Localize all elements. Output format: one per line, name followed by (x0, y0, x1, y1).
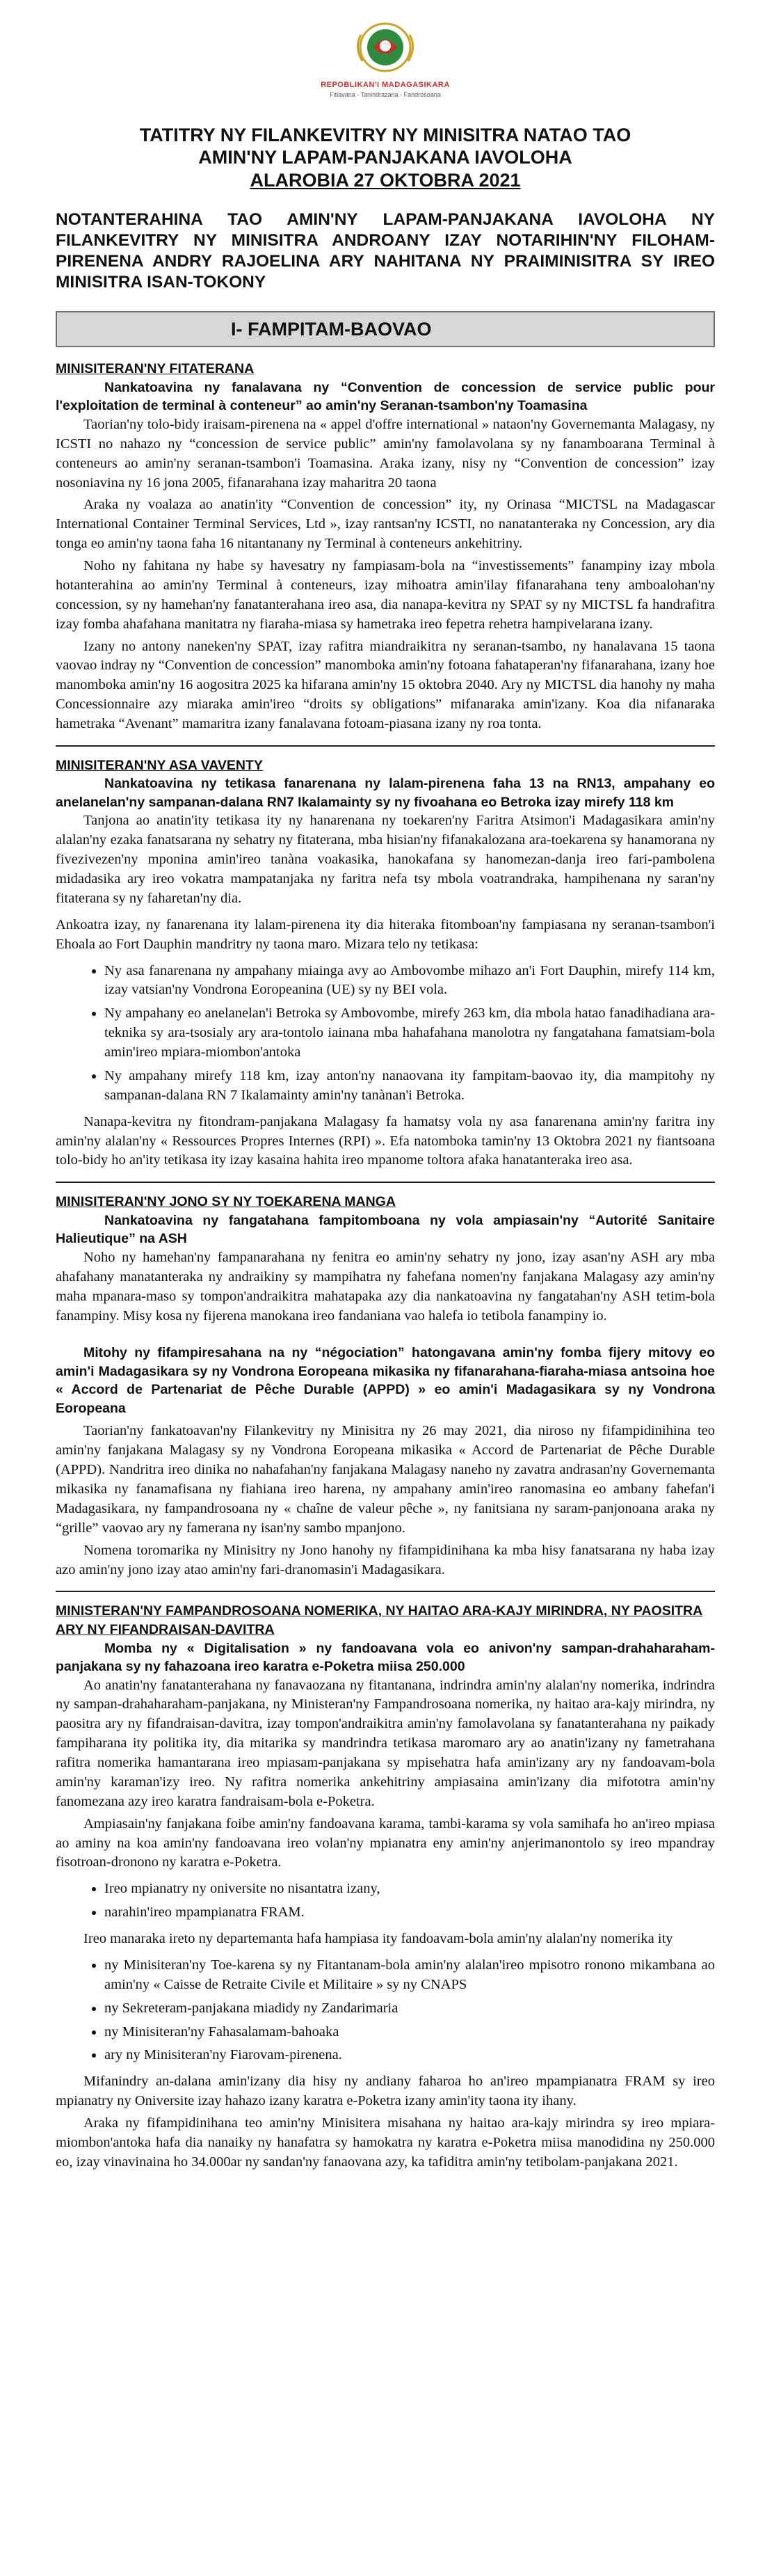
ministry-lead: Nankatoavina ny fanalavana ny “Convention de concession de service public pour l'exploitation de terminal à conteneur” ao amin'ny Seranan-tsambon'ny Toamasina (56, 379, 715, 414)
list-item: • ny Minisiteran'ny Fahasalamam-bahoaka (104, 2023, 715, 2042)
paragraph: Taorian'ny tolo-bidy iraisam-pirenena na « appel d'offre international » nataon'ny Governemanta Malagasy, ny ICSTI no nahazo ny “concession de service public” amin'ny famolavolana sy ny fanamboarana Terminal à conteneurs ao amin'ny seranan-tsambon'i Toamasina. Araka izany, nisy ny “Convention de concession” izay nosoniavina ny 16 jona 2005, fifanarahana izay maharitra 20 taona (56, 416, 715, 491)
paragraph: Noho ny hamehan'ny fampanarahana ny fenitra eo amin'ny sehatry ny jono, izay asan'ny ASH ary mba ahafahany manatanteraka ny andraikiny sy mampihatra ny fahefana nomen'ny fanjakana Malagasy azy amin'ny maha mpanara-maso sy tompon'andraikitra mahatapaka azy dia nankatoavina ny fangatahan'ny ASH tetim-bola fanampiny. Misy kosa ny fijerena manokana ireo fandaniana vao halefa io tetibola fanampiny io. (56, 1249, 715, 1323)
document-title (56, 124, 715, 191)
ministry-block-digital (56, 1591, 715, 2172)
document-subtitle: NOTANTERAHINA TAO AMIN'NY LAPAM-PANJAKANA IAVOLOHA NY FILANKEVITRY NY MINISITRA ANDROANY IZAY NOTARIHIN'NY FILOHAM-PIRENENA ANDRY RAJOELINA ARY NAHITANA NY PRAIMINISITRA SY IREO MINISITRA ISAN-TOKONY (56, 210, 715, 292)
ministry-block-transport (56, 360, 715, 734)
header (56, 19, 715, 109)
ministry-name: MINISITERAN'NY JONO SY NY TOEKARENA MANGA (56, 1194, 396, 1210)
paragraph: Mifanindry an-dalana amin'izany dia hisy ny andiany faharoa ho an'ireo mpampianatra FRAM sy ireo mpianatry ny Oniversite izay hahazo izany karatra e-Poketra izany amin'ity taona ity ihany. (56, 2074, 715, 2109)
republic-seal-logo (347, 19, 424, 77)
ministry-block-fisheries (56, 1182, 715, 1580)
republic-motto: Fitiavana - Tanindrazana - Fandrosoana (330, 90, 441, 98)
list-item: • ny Sekreteram-panjakana miadidy ny Zandarimaria (104, 1999, 715, 2019)
paragraph: Nanapa-kevitra ny fitondram-panjakana Malagasy fa hamatsy vola ny asa fanarenana amin'ny faritra iny amin'ny alalan'ny « Ressources Propres Internes (RPI) ». Efa natomboka tamin'ny 13 Oktobra 2021 ny fiantsoana tolo-bidy ho an'ity tetikasa ity izay kasaina hahita ireo mpanome toltora afaka hanatanteraka ireo asa. (56, 1113, 715, 1168)
ministry-lead: Nankatoavina ny tetikasa fanarenana ny lalam-pirenena faha 13 na RN13, ampahany eo anelanelan'ny sampanan-dalana RN7 Ikalamainty sy ny fivoahana eo Betroka izay mirefy 118 km (56, 776, 715, 810)
paragraph: Izany no antony naneken'ny SPAT, izay rafitra miandraikitra ny seranan-tsambo, ny hanalavana 15 taona vaovao indray ny “Convention de concession” manomboka amin'ny fotoana fahataperan'ny fifanarahana, izany hoe manomboka amin'ny 16 aogositra 2025 ka hifarana amin'ny 15 oktobra 2040. Ary ny MICTSL dia hanohy ny maha Concessionnaire azy miaraka amin'ireo “droits sy obligations” mifanaraka amin'izany. Koa dia nifanaraka hametraka “Avenant” mamaritra izany fanalavana fotoam-piasana izany ny roa tonta. (56, 638, 715, 732)
paragraph: Araka ny fifampidinihana teo amin'ny Minisitera misahana ny haitao ara-kajy mirindra sy ireo mpiara-miombon'antoka hafa dia nanaiky ny hanafatra sy hamokatra ny karatra e-Poketra miisa manodidina ny 250.000 eo, izay vinavinaina ho 34.000ar ny sandan'ny fanaovana azy, ka tafiditra amin'ny tetibolam-panjakana 2021. (56, 2115, 715, 2170)
ministry-lead: Nankatoavina ny fangatahana fampitomboana ny vola ampiasain'ny “Autorité Sanitaire Halieutique” na ASH (56, 1212, 715, 1247)
paragraph: Ampiasain'ny fanjakana foibe amin'ny fandoavana karama, tambi-karama sy vola samihafa ho an'ireo mpiasa ao aminy na koa amin'ny fandoavana ireo volan'ny mpianatra eny amin'ny anjerimanontolo sy ireo mpandray fisotroan-dronono ny karatra e-Poketra. (56, 1815, 715, 1870)
title-line-3: ALAROBIA 27 OKTOBRA 2021 (250, 169, 521, 191)
paragraph: Tanjona ao anatin'ity tetikasa ity ny hanarenana ny toekaren'ny Faritra Atsimon'i Madagasikara amin'ny alalan'ny ezaka fanatsarana ny sehatry ny fitaterana, mba hisian'ny fifanakalozana ara-toekarena sy hanamorana ny fivezivezen'ny mponina amin'ireo tanàna voakasika, hanokafana sy hanomezan-danja ireo fari-pambolena midadasika ary ireo vokatra mampatanjaka ny faritra nefa tsy mbola voatrandraka, hampihenana ny saran'ny fitaterana sy ny faharetan'ny dia. (56, 813, 715, 906)
title-line-1: TATITRY NY FILANKEVITRY NY MINISITRA NATAO TAO (139, 125, 631, 145)
paragraph: Noho ny fahitana ny habe sy havesatry ny fampiasam-bola na “investissements” fanampiny izay mbola hotanterahina ao amin'ny Terminal à conteneurs, izay mihoatra amin'ilay fifanarahana teny amboalohan'ny concession, sy ny hamehan'ny fanatanterahana ireo asa, dia nanapa-kevitra ny SPAT sy ny MICTSL fa handrafitra izay fomba ahafahana manitatra ny fiaraha-miasa sy hametraka ireo fepetra rehetra hampivelarana izany. (56, 558, 715, 632)
list-item: • ny Minisiteran'ny Toe-karena sy ny Fitantanam-bola amin'ny alalan'ireo mpisotro ronono mikambana ao amin'ny « Caisse de Retraite Civile et Militaire » sy ny CNAPS (104, 1956, 715, 1995)
section-header (56, 311, 715, 348)
list-item: • narahin'ireo mpampianatra FRAM. (104, 1903, 715, 1923)
title-line-2: AMIN'NY LAPAM-PANJAKANA IAVOLOHA (198, 147, 572, 168)
paragraph: Taorian'ny fankatoavan'ny Filankevitry ny Minisitra ny 26 may 2021, dia niroso ny fifampidinihina teo amin'ny fanjakana Malagasy sy ny Vondrona Eoropeana mikasika « Accord de Partenariat de Pêche Durable (APPD). Nandritra ireo dinika no nahafahan'ny fanjakana Malagasy naneho ny zavatra andrasan'ny Governemanta mikasika ny fanamafisana ny fiahiana ireo harena, ny ampahany amin'ireo ranomasina eo ambany fahefan'i Madagasikara, ny fampandrosoana ny « chaîne de valeur pêche », ny fanitsiana ny saram-panjonoana araka ny “grille” vaovao ary ny famerana ny isan'ny sambo mpanjono. (56, 1423, 715, 1536)
paragraph: Ao anatin'ny fanatanterahana ny fanavaozana ny fitantanana, indrindra amin'ny alalan'ny nomerika, indrindra ny sampan-drahaharaham-panjakana, ny Ministeran'ny Fampandrosoana nomerika, ny haitao ara-kajy mirindra, ny paositra ary ny fifandraisan-davitra, izay tompon'andraikitra amin'ny famolavolana sy fanatanterahana ny paikady fampiharana ity politika ity, dia mitarika sy mandrindra tetikasa maromaro ary ao anatin'izany ny fametrahana rafitra nomerika hamantarana ireo mpiasam-panjakana sy mpisehatra hafa amin'izany ary ny fandoavam-bola amin'ny karaman'izy ireo. Ny rafitra nomerika ankehitriny ampiasaina amin'izany dia mifototra amin'ny fanomezana azy ireo karatra fandraisam-bola e-Poketra. (56, 1677, 715, 1809)
paragraph: Ankoatra izay, ny fanarenana ity lalam-pirenena ity dia hiteraka fitomboan'ny fampiasana ny seranan-tsambon'i Ehoala ao Fort Dauphin mandritry ny taona maro. Mizara telo ny tetikasa: (56, 916, 715, 952)
paragraph: Ireo manaraka ireto ny departemanta hafa hampiasa ity fandoavam-bola amin'ny alalan'ny nomerika ity (83, 1931, 673, 1947)
paragraph: Nomena toromarika ny Minisitry ny Jono hanohy ny fifampidinihana ka mba hisy fanatsarana ny haba izay azo amin'ny jono izay atao amin'ny fari-dranomasin'i Madagasikara. (56, 1542, 715, 1577)
list-item: • ary ny Minisiteran'ny Fiarovam-pirenena. (104, 2046, 715, 2065)
republic-name: REPOBLIKAN'I MADAGASIKARA (321, 80, 450, 89)
section-label: I- FAMPITAM-BAOVAO (231, 318, 432, 340)
ministry-name: MINISITERAN'NY FITATERANA (56, 361, 255, 377)
ministry-block-public-works (56, 745, 715, 1170)
bullet-list (56, 1879, 715, 1923)
bullet-list (56, 962, 715, 1106)
list-item: • Ireo mpianatry ny oniversite no nisantatra izany, (104, 1879, 715, 1899)
ministry-name: MINISTERAN'NY FAMPANDROSOANA NOMERIKA, NY HAITAO ARA-KAJY MIRINDRA, NY PAOSITRA ARY NY FIFANDRAISAN-DAVITRA (56, 1603, 703, 1637)
ministry-lead-secondary: Mitohy ny fifampiresahana na ny “négociation” hatongavana amin'ny fomba fijery mitovy eo amin'i Madagasikara sy ny Vondrona Eoropeana mikasika ny fifanarahana-fiaraha-miasa antsoina hoe « Accord de Partenariat de Pêche Durable (APPD) » eo amin'i Madagasikara sy ny Vondrona Eoropeana (56, 1345, 715, 1416)
ministry-name: MINISITERAN'NY ASA VAVENTY (56, 757, 263, 773)
ministry-lead: Momba ny « Digitalisation » ny fandoavana vola eo anivon'ny sampan-drahaharaham-panjakana sy ny fahazoana ireo karatra e-Poketra miisa 250.000 (56, 1640, 715, 1675)
paragraph: Araka ny voalaza ao anatin'ity “Convention de concession” ity, ny Orinasa “MICTSL na Madagascar International Container Terminal Services, Ltd », izay rantsan'ny ICSTI, no nanatanteraka ny Concession, ary dia tonga eo amin'ny taona faha 16 nitantanany ny Terminal à conteneurs ankehitriny. (56, 497, 715, 552)
list-item: • Ny ampahany eo anelanelan'i Betroka sy Ambovombe, mirefy 263 km, dia mbola hatao fanadihadiana ara-teknika sy ara-tsosialy ary ara-tontolo iainana mba hahafahana manolotra ny fangatahana famatsiam-bola amin'ireo mpiara-miombon'antoka (104, 1004, 715, 1063)
bullet-list (56, 1956, 715, 2065)
list-item: • Ny ampahany mirefy 118 km, izay anton'ny nanaovana ity fampitam-baovao ity, dia mampitohy ny sampanan-dalana RN 7 Ikalamainty amin'ny tanànan'i Betroka. (104, 1067, 715, 1106)
list-item: • Ny asa fanarenana ny ampahany miainga avy ao Ambovombe mihazo an'i Fort Dauphin, mirefy 114 km, izay vatsian'ny Vondrona Eoropeanina (UE) sy ny BEI vola. (104, 962, 715, 1001)
